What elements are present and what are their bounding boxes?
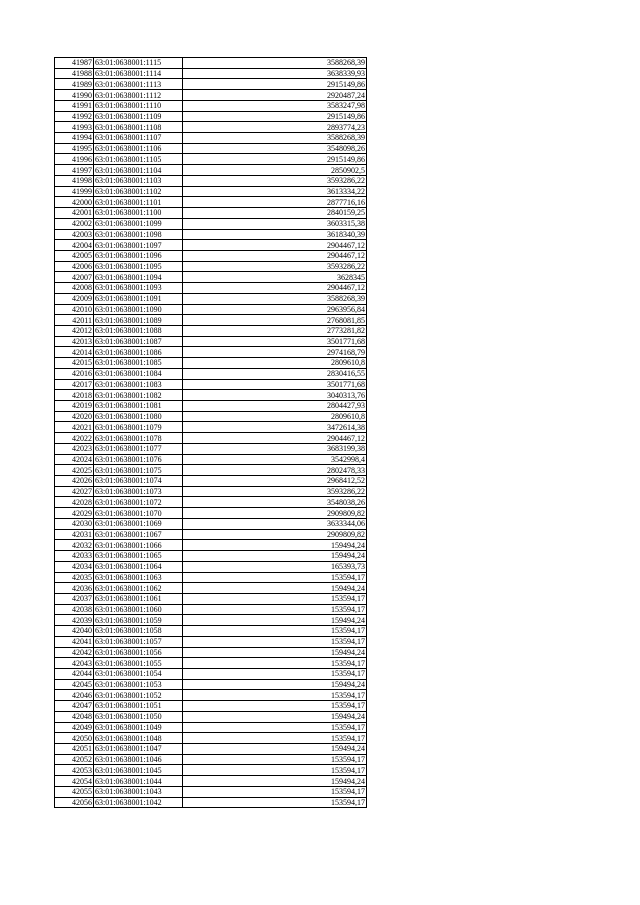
cadastral-number-cell: 63:01:0638001:1114 (94, 68, 183, 79)
table-row (55, 165, 367, 176)
cadastral-number-cell: 63:01:0638001:1045 (94, 765, 183, 776)
table-row (55, 733, 367, 744)
cadastral-number-cell: 63:01:0638001:1060 (94, 604, 183, 615)
cadastral-number-cell: 63:01:0638001:1055 (94, 658, 183, 669)
cadastral-number-cell: 63:01:0638001:1046 (94, 754, 183, 765)
row-number-cell: 42003 (55, 229, 94, 240)
table-row (55, 272, 367, 283)
cadastral-number-cell: 63:01:0638001:1048 (94, 733, 183, 744)
data-table (54, 57, 367, 808)
cadastral-number-cell: 63:01:0638001:1058 (94, 626, 183, 637)
table-row (55, 358, 367, 369)
table-row (55, 454, 367, 465)
value-cell: 3618340,39 (183, 229, 367, 240)
cadastral-number-cell: 63:01:0638001:1086 (94, 347, 183, 358)
table-row (55, 122, 367, 133)
table-row (55, 133, 367, 144)
cadastral-number-cell: 63:01:0638001:1063 (94, 572, 183, 583)
row-number-cell: 42007 (55, 272, 94, 283)
row-number-cell: 41993 (55, 122, 94, 133)
table-row (55, 368, 367, 379)
cadastral-number-cell: 63:01:0638001:1084 (94, 368, 183, 379)
cadastral-number-cell: 63:01:0638001:1106 (94, 143, 183, 154)
cadastral-number-cell: 63:01:0638001:1102 (94, 186, 183, 197)
cadastral-number-cell: 63:01:0638001:1080 (94, 411, 183, 422)
cadastral-number-cell: 63:01:0638001:1062 (94, 583, 183, 594)
value-cell: 159494,24 (183, 776, 367, 787)
table-row (55, 111, 367, 122)
row-number-cell: 42038 (55, 604, 94, 615)
table-row (55, 754, 367, 765)
table-row (55, 497, 367, 508)
table-row (55, 540, 367, 551)
value-cell: 159494,24 (183, 679, 367, 690)
value-cell: 3588268,39 (183, 293, 367, 304)
row-number-cell: 42039 (55, 615, 94, 626)
value-cell: 2773281,82 (183, 325, 367, 336)
table-row (55, 79, 367, 90)
value-cell: 3593286,22 (183, 486, 367, 497)
row-number-cell: 41994 (55, 133, 94, 144)
cadastral-number-cell: 63:01:0638001:1069 (94, 518, 183, 529)
table-row (55, 776, 367, 787)
value-cell: 3472614,38 (183, 422, 367, 433)
value-cell: 159494,24 (183, 744, 367, 755)
table-row (55, 593, 367, 604)
table-row (55, 390, 367, 401)
value-cell: 3501771,68 (183, 379, 367, 390)
cadastral-number-cell: 63:01:0638001:1115 (94, 58, 183, 69)
cadastral-number-cell: 63:01:0638001:1105 (94, 154, 183, 165)
cadastral-number-cell: 63:01:0638001:1054 (94, 668, 183, 679)
row-number-cell: 42000 (55, 197, 94, 208)
value-cell: 2920487,24 (183, 90, 367, 101)
table-row (55, 250, 367, 261)
cadastral-number-cell: 63:01:0638001:1093 (94, 283, 183, 294)
table-row (55, 561, 367, 572)
value-cell: 3613334,22 (183, 186, 367, 197)
row-number-cell: 42053 (55, 765, 94, 776)
row-number-cell: 42033 (55, 551, 94, 562)
cadastral-number-cell: 63:01:0638001:1100 (94, 208, 183, 219)
value-cell: 153594,17 (183, 658, 367, 669)
cadastral-number-cell: 63:01:0638001:1059 (94, 615, 183, 626)
row-number-cell: 42002 (55, 218, 94, 229)
cadastral-number-cell: 63:01:0638001:1088 (94, 325, 183, 336)
value-cell: 2904467,12 (183, 283, 367, 294)
value-cell: 153594,17 (183, 797, 367, 808)
value-cell: 3583247,98 (183, 100, 367, 111)
table-row (55, 197, 367, 208)
row-number-cell: 42020 (55, 411, 94, 422)
value-cell: 3683199,38 (183, 443, 367, 454)
value-cell: 2909809,82 (183, 529, 367, 540)
value-cell: 153594,17 (183, 701, 367, 712)
value-cell: 2904467,12 (183, 240, 367, 251)
row-number-cell: 42029 (55, 508, 94, 519)
value-cell: 153594,17 (183, 754, 367, 765)
row-number-cell: 42011 (55, 315, 94, 326)
value-cell: 2768081,85 (183, 315, 367, 326)
value-cell: 3501771,68 (183, 336, 367, 347)
row-number-cell: 42055 (55, 786, 94, 797)
table-row (55, 626, 367, 637)
value-cell: 2974168,79 (183, 347, 367, 358)
row-number-cell: 42052 (55, 754, 94, 765)
row-number-cell: 41995 (55, 143, 94, 154)
table-row (55, 658, 367, 669)
cadastral-number-cell: 63:01:0638001:1107 (94, 133, 183, 144)
cadastral-number-cell: 63:01:0638001:1066 (94, 540, 183, 551)
cadastral-number-cell: 63:01:0638001:1104 (94, 165, 183, 176)
row-number-cell: 41988 (55, 68, 94, 79)
table-row (55, 508, 367, 519)
value-cell: 153594,17 (183, 668, 367, 679)
table-body (55, 58, 367, 808)
row-number-cell: 42010 (55, 304, 94, 315)
value-cell: 2830416,55 (183, 368, 367, 379)
table-row (55, 465, 367, 476)
table-row (55, 100, 367, 111)
cadastral-number-cell: 63:01:0638001:1044 (94, 776, 183, 787)
cadastral-number-cell: 63:01:0638001:1074 (94, 476, 183, 487)
cadastral-number-cell: 63:01:0638001:1065 (94, 551, 183, 562)
row-number-cell: 42048 (55, 711, 94, 722)
row-number-cell: 41999 (55, 186, 94, 197)
value-cell: 2968412,52 (183, 476, 367, 487)
cadastral-number-cell: 63:01:0638001:1067 (94, 529, 183, 540)
value-cell: 3633344,06 (183, 518, 367, 529)
value-cell: 3542998,4 (183, 454, 367, 465)
value-cell: 3593286,22 (183, 261, 367, 272)
value-cell: 2850902,5 (183, 165, 367, 176)
table-row (55, 325, 367, 336)
cadastral-number-cell: 63:01:0638001:1078 (94, 433, 183, 444)
table-row (55, 315, 367, 326)
row-number-cell: 42046 (55, 690, 94, 701)
table-row (55, 572, 367, 583)
value-cell: 2877716,16 (183, 197, 367, 208)
row-number-cell: 41989 (55, 79, 94, 90)
cadastral-number-cell: 63:01:0638001:1103 (94, 175, 183, 186)
value-cell: 3603315,38 (183, 218, 367, 229)
row-number-cell: 42056 (55, 797, 94, 808)
row-number-cell: 42036 (55, 583, 94, 594)
cadastral-number-cell: 63:01:0638001:1050 (94, 711, 183, 722)
table-row (55, 186, 367, 197)
cadastral-number-cell: 63:01:0638001:1043 (94, 786, 183, 797)
cadastral-number-cell: 63:01:0638001:1091 (94, 293, 183, 304)
row-number-cell: 41992 (55, 111, 94, 122)
cadastral-number-cell: 63:01:0638001:1077 (94, 443, 183, 454)
row-number-cell: 42050 (55, 733, 94, 744)
row-number-cell: 42044 (55, 668, 94, 679)
row-number-cell: 42035 (55, 572, 94, 583)
row-number-cell: 41991 (55, 100, 94, 111)
cadastral-number-cell: 63:01:0638001:1095 (94, 261, 183, 272)
row-number-cell: 42023 (55, 443, 94, 454)
table-row (55, 583, 367, 594)
row-number-cell: 42028 (55, 497, 94, 508)
value-cell: 159494,24 (183, 540, 367, 551)
row-number-cell: 42015 (55, 358, 94, 369)
cadastral-number-cell: 63:01:0638001:1096 (94, 250, 183, 261)
cadastral-number-cell: 63:01:0638001:1089 (94, 315, 183, 326)
value-cell: 2904467,12 (183, 250, 367, 261)
row-number-cell: 42037 (55, 593, 94, 604)
table-row (55, 551, 367, 562)
table-row (55, 293, 367, 304)
row-number-cell: 42009 (55, 293, 94, 304)
row-number-cell: 42006 (55, 261, 94, 272)
cadastral-number-cell: 63:01:0638001:1087 (94, 336, 183, 347)
table-row (55, 722, 367, 733)
value-cell: 2963956,84 (183, 304, 367, 315)
value-cell: 2915149,86 (183, 79, 367, 90)
value-cell: 2904467,12 (183, 433, 367, 444)
table-row (55, 401, 367, 412)
row-number-cell: 41996 (55, 154, 94, 165)
value-cell: 3588268,39 (183, 133, 367, 144)
table-row (55, 208, 367, 219)
value-cell: 3588268,39 (183, 58, 367, 69)
row-number-cell: 42014 (55, 347, 94, 358)
table-row (55, 604, 367, 615)
cadastral-number-cell: 63:01:0638001:1099 (94, 218, 183, 229)
value-cell: 2802478,33 (183, 465, 367, 476)
value-cell: 153594,17 (183, 626, 367, 637)
row-number-cell: 42022 (55, 433, 94, 444)
table-row (55, 765, 367, 776)
cadastral-number-cell: 63:01:0638001:1047 (94, 744, 183, 755)
table-row (55, 240, 367, 251)
table-row (55, 143, 367, 154)
value-cell: 153594,17 (183, 636, 367, 647)
table-row (55, 615, 367, 626)
cadastral-number-cell: 63:01:0638001:1083 (94, 379, 183, 390)
row-number-cell: 42045 (55, 679, 94, 690)
table-row (55, 433, 367, 444)
value-cell: 2909809,82 (183, 508, 367, 519)
cadastral-number-cell: 63:01:0638001:1072 (94, 497, 183, 508)
table-row (55, 229, 367, 240)
row-number-cell: 42040 (55, 626, 94, 637)
table-row (55, 336, 367, 347)
row-number-cell: 41997 (55, 165, 94, 176)
cadastral-number-cell: 63:01:0638001:1051 (94, 701, 183, 712)
row-number-cell: 42032 (55, 540, 94, 551)
row-number-cell: 42008 (55, 283, 94, 294)
cadastral-number-cell: 63:01:0638001:1075 (94, 465, 183, 476)
table-row (55, 518, 367, 529)
cadastral-number-cell: 63:01:0638001:1064 (94, 561, 183, 572)
cadastral-number-cell: 63:01:0638001:1082 (94, 390, 183, 401)
cadastral-number-cell: 63:01:0638001:1098 (94, 229, 183, 240)
row-number-cell: 42012 (55, 325, 94, 336)
table-row (55, 744, 367, 755)
table-row (55, 154, 367, 165)
row-number-cell: 42049 (55, 722, 94, 733)
table-row (55, 347, 367, 358)
value-cell: 159494,24 (183, 583, 367, 594)
cadastral-number-cell: 63:01:0638001:1076 (94, 454, 183, 465)
cadastral-number-cell: 63:01:0638001:1061 (94, 593, 183, 604)
table-row (55, 647, 367, 658)
cadastral-number-cell: 63:01:0638001:1042 (94, 797, 183, 808)
row-number-cell: 41998 (55, 175, 94, 186)
row-number-cell: 42013 (55, 336, 94, 347)
table-row (55, 411, 367, 422)
cadastral-number-cell: 63:01:0638001:1109 (94, 111, 183, 122)
table-row (55, 58, 367, 69)
cadastral-number-cell: 63:01:0638001:1070 (94, 508, 183, 519)
cadastral-number-cell: 63:01:0638001:1090 (94, 304, 183, 315)
table-row (55, 283, 367, 294)
value-cell: 159494,24 (183, 647, 367, 658)
value-cell: 3548098,26 (183, 143, 367, 154)
table-row (55, 529, 367, 540)
cadastral-number-cell: 63:01:0638001:1085 (94, 358, 183, 369)
table-row (55, 711, 367, 722)
value-cell: 2893774,23 (183, 122, 367, 133)
row-number-cell: 42004 (55, 240, 94, 251)
table-row (55, 422, 367, 433)
value-cell: 153594,17 (183, 733, 367, 744)
value-cell: 153594,17 (183, 572, 367, 583)
value-cell: 159494,24 (183, 551, 367, 562)
value-cell: 3628345 (183, 272, 367, 283)
cadastral-number-cell: 63:01:0638001:1097 (94, 240, 183, 251)
cadastral-number-cell: 63:01:0638001:1112 (94, 90, 183, 101)
value-cell: 165393,73 (183, 561, 367, 572)
cadastral-number-cell: 63:01:0638001:1094 (94, 272, 183, 283)
cadastral-number-cell: 63:01:0638001:1081 (94, 401, 183, 412)
table-row (55, 701, 367, 712)
row-number-cell: 42025 (55, 465, 94, 476)
row-number-cell: 42018 (55, 390, 94, 401)
table-row (55, 379, 367, 390)
row-number-cell: 42054 (55, 776, 94, 787)
cadastral-number-cell: 63:01:0638001:1073 (94, 486, 183, 497)
cadastral-number-cell: 63:01:0638001:1053 (94, 679, 183, 690)
row-number-cell: 42042 (55, 647, 94, 658)
value-cell: 153594,17 (183, 786, 367, 797)
row-number-cell: 42047 (55, 701, 94, 712)
row-number-cell: 42041 (55, 636, 94, 647)
row-number-cell: 41990 (55, 90, 94, 101)
table-row (55, 476, 367, 487)
table-row (55, 486, 367, 497)
table-row (55, 679, 367, 690)
value-cell: 159494,24 (183, 711, 367, 722)
value-cell: 3638339,93 (183, 68, 367, 79)
row-number-cell: 42027 (55, 486, 94, 497)
table-row (55, 443, 367, 454)
table-row (55, 68, 367, 79)
value-cell: 2840159,25 (183, 208, 367, 219)
row-number-cell: 42024 (55, 454, 94, 465)
table-row (55, 797, 367, 808)
value-cell: 153594,17 (183, 593, 367, 604)
table-row (55, 690, 367, 701)
value-cell: 3548038,26 (183, 497, 367, 508)
row-number-cell: 42005 (55, 250, 94, 261)
cadastral-number-cell: 63:01:0638001:1113 (94, 79, 183, 90)
cadastral-number-cell: 63:01:0638001:1079 (94, 422, 183, 433)
table-row (55, 175, 367, 186)
table-row (55, 668, 367, 679)
cadastral-number-cell: 63:01:0638001:1101 (94, 197, 183, 208)
cadastral-number-cell: 63:01:0638001:1052 (94, 690, 183, 701)
row-number-cell: 42021 (55, 422, 94, 433)
cadastral-number-cell: 63:01:0638001:1049 (94, 722, 183, 733)
row-number-cell: 42019 (55, 401, 94, 412)
cadastral-number-cell: 63:01:0638001:1057 (94, 636, 183, 647)
value-cell: 153594,17 (183, 690, 367, 701)
row-number-cell: 42051 (55, 744, 94, 755)
cadastral-number-cell: 63:01:0638001:1108 (94, 122, 183, 133)
row-number-cell: 42001 (55, 208, 94, 219)
table-row (55, 90, 367, 101)
table-row (55, 261, 367, 272)
row-number-cell: 42016 (55, 368, 94, 379)
row-number-cell: 41987 (55, 58, 94, 69)
value-cell: 2809610,8 (183, 411, 367, 422)
value-cell: 153594,17 (183, 765, 367, 776)
row-number-cell: 42043 (55, 658, 94, 669)
value-cell: 153594,17 (183, 722, 367, 733)
value-cell: 159494,24 (183, 615, 367, 626)
value-cell: 2804427,93 (183, 401, 367, 412)
table-row (55, 218, 367, 229)
row-number-cell: 42030 (55, 518, 94, 529)
value-cell: 3040313,76 (183, 390, 367, 401)
value-cell: 2915149,86 (183, 111, 367, 122)
value-cell: 153594,17 (183, 604, 367, 615)
value-cell: 3593286,22 (183, 175, 367, 186)
cadastral-number-cell: 63:01:0638001:1056 (94, 647, 183, 658)
row-number-cell: 42034 (55, 561, 94, 572)
table-row (55, 786, 367, 797)
table-row (55, 636, 367, 647)
cadastral-number-cell: 63:01:0638001:1110 (94, 100, 183, 111)
row-number-cell: 42031 (55, 529, 94, 540)
value-cell: 2915149,86 (183, 154, 367, 165)
row-number-cell: 42026 (55, 476, 94, 487)
table-row (55, 304, 367, 315)
row-number-cell: 42017 (55, 379, 94, 390)
value-cell: 2809610,8 (183, 358, 367, 369)
